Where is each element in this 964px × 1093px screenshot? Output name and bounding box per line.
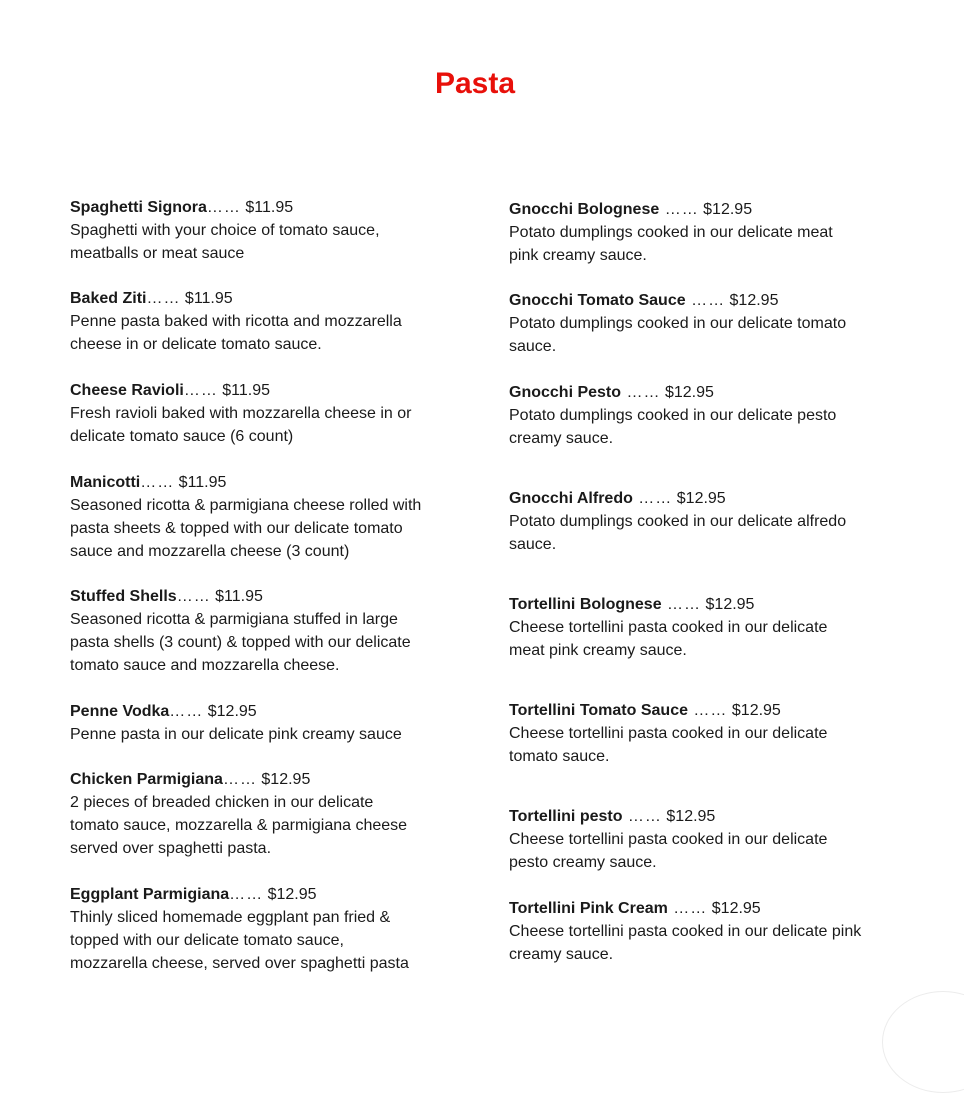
menu-item-description-line: Cheese tortellini pasta cooked in our delicate xyxy=(509,831,828,848)
menu-item-name: Gnocchi Alfredo xyxy=(509,490,633,507)
menu-item-description-line: pink creamy sauce. xyxy=(509,247,647,264)
menu-item-description-line: sauce. xyxy=(509,338,557,355)
menu-item-header xyxy=(509,593,929,616)
menu-item-leader-dots: …… xyxy=(183,382,218,399)
menu-item xyxy=(70,768,480,860)
menu-item xyxy=(70,585,480,677)
menu-item xyxy=(509,897,929,966)
menu-item-leader-dots: …… xyxy=(229,886,264,903)
menu-item xyxy=(509,289,929,358)
menu-item xyxy=(509,198,929,267)
menu-item-leader-dots: …… xyxy=(622,808,662,825)
menu-item-description-line: creamy sauce. xyxy=(509,946,614,963)
menu-item-description-line: pasta shells (3 count) & topped with our delicate xyxy=(70,634,411,651)
menu-item-price: $12.95 xyxy=(676,490,726,507)
menu-item xyxy=(70,700,480,746)
menu-item-leader-dots: …… xyxy=(206,199,241,216)
menu-item-description-line: served over spaghetti pasta. xyxy=(70,840,272,857)
menu-item-header xyxy=(509,198,929,221)
menu-item xyxy=(509,593,929,662)
menu-item-description-line: Thinly sliced homemade eggplant pan fried & xyxy=(70,909,391,926)
menu-item-header xyxy=(509,699,929,722)
menu-item-description-line: Potato dumplings cooked in our delicate alfredo xyxy=(509,513,847,530)
menu-item-description-line: meat pink creamy sauce. xyxy=(509,642,687,659)
menu-item-leader-dots: …… xyxy=(140,474,175,491)
menu-item-name: Tortellini Tomato Sauce xyxy=(509,702,688,719)
menu-item-description-line: mozzarella cheese, served over spaghetti pasta xyxy=(70,955,409,972)
page-title: Pasta xyxy=(434,67,516,100)
menu-item-description-line: delicate tomato sauce (6 count) xyxy=(70,428,294,445)
menu-item-leader-dots: …… xyxy=(169,703,204,720)
menu-item-description-line: Potato dumplings cooked in our delicate tomato xyxy=(509,315,847,332)
menu-item-name: Spaghetti Signora xyxy=(70,199,207,216)
menu-item-description-line: sauce. xyxy=(509,536,557,553)
menu-item-name: Tortellini pesto xyxy=(509,808,623,825)
menu-item-header xyxy=(70,287,480,310)
menu-item-name: Gnocchi Pesto xyxy=(509,384,622,401)
menu-item-description-line: Cheese tortellini pasta cooked in our delicate pink xyxy=(509,923,862,940)
menu-item-leader-dots: …… xyxy=(685,292,726,309)
menu-item-header xyxy=(509,897,929,920)
menu-item-header xyxy=(509,805,929,828)
menu-item-description-line: Penne pasta in our delicate pink creamy sauce xyxy=(70,726,402,743)
menu-item-name: Eggplant Parmigiana xyxy=(70,886,230,903)
menu-item-leader-dots: …… xyxy=(222,771,257,788)
menu-item xyxy=(70,287,480,356)
menu-item-description-line: cheese in or delicate tomato sauce. xyxy=(70,336,322,353)
menu-item-name: Manicotti xyxy=(70,474,141,491)
menu-item xyxy=(70,196,480,265)
menu-item-price: $12.95 xyxy=(666,808,716,825)
menu-item-description-line: Cheese tortellini pasta cooked in our delicate xyxy=(509,725,828,742)
menu-item-description-line: topped with our delicate tomato sauce, xyxy=(70,932,344,949)
menu-item-leader-dots: …… xyxy=(146,290,181,307)
menu-item-price: $12.95 xyxy=(711,900,761,917)
menu-item-description-line: Fresh ravioli baked with mozzarella cheese in or xyxy=(70,405,412,422)
menu-item-description-line: Cheese tortellini pasta cooked in our delicate xyxy=(509,619,828,636)
menu-item-description-line: tomato sauce, mozzarella & parmigiana cheese xyxy=(70,817,408,834)
menu-item-description-line: Spaghetti with your choice of tomato sauce, xyxy=(70,222,380,239)
menu-item-price: $12.95 xyxy=(261,771,311,788)
menu-item xyxy=(70,471,480,563)
menu-item-header xyxy=(509,381,929,404)
menu-item-leader-dots: …… xyxy=(661,596,702,613)
menu-item-name: Tortellini Pink Cream xyxy=(509,900,668,917)
menu-item-leader-dots: …… xyxy=(659,201,699,218)
menu-item-price: $12.95 xyxy=(731,702,781,719)
menu-item-name: Baked Ziti xyxy=(70,290,147,307)
menu-item-name: Tortellini Bolognese xyxy=(509,596,662,613)
menu-item-leader-dots: …… xyxy=(176,588,211,605)
menu-item-leader-dots: …… xyxy=(621,384,661,401)
menu-item-header xyxy=(70,883,480,906)
menu-item-price: $12.95 xyxy=(267,886,317,903)
menu-item-price: $11.95 xyxy=(245,199,294,216)
menu-item-header xyxy=(509,487,929,510)
menu-item-description-line: pasta sheets & topped with our delicate tomato xyxy=(70,520,403,537)
menu-item-header xyxy=(70,700,480,723)
menu-item-price: $12.95 xyxy=(703,201,753,218)
menu-item xyxy=(509,805,929,874)
menu-item-header xyxy=(509,289,929,312)
menu-item xyxy=(509,487,929,556)
menu-item-header xyxy=(70,768,480,791)
menu-item-name: Cheese Ravioli xyxy=(70,382,184,399)
menu-item xyxy=(70,379,480,448)
menu-item-description-line: creamy sauce. xyxy=(509,430,614,447)
menu-item-name: Stuffed Shells xyxy=(70,588,177,605)
menu-item-price: $12.95 xyxy=(664,384,714,401)
menu-item-header xyxy=(70,379,480,402)
menu-item-price: $12.95 xyxy=(705,596,755,613)
menu-item-leader-dots: …… xyxy=(667,900,708,917)
menu-item-description-line: meatballs or meat sauce xyxy=(70,245,245,262)
menu-item-description-line: tomato sauce. xyxy=(509,748,610,765)
menu-item-description-line: Penne pasta baked with ricotta and mozzarella xyxy=(70,313,402,330)
menu-item-description-line: Potato dumplings cooked in our delicate pesto xyxy=(509,407,837,424)
menu-item-header xyxy=(70,471,480,494)
menu-item xyxy=(509,699,929,768)
menu-item-leader-dots: …… xyxy=(632,490,673,507)
menu-item-leader-dots: …… xyxy=(687,702,728,719)
menu-item-name: Gnocchi Tomato Sauce xyxy=(509,292,686,309)
menu-item-price: $11.95 xyxy=(178,474,227,491)
menu-item-header xyxy=(70,585,480,608)
menu-item-header xyxy=(70,196,480,219)
menu-item-price: $11.95 xyxy=(215,588,263,605)
menu-item-name: Chicken Parmigiana xyxy=(70,771,223,788)
menu-item-price: $12.95 xyxy=(207,703,257,720)
decorative-arc xyxy=(882,991,964,1093)
menu-item-price: $12.95 xyxy=(729,292,779,309)
menu-item-description-line: 2 pieces of breaded chicken in our delicate xyxy=(70,794,374,811)
menu-item xyxy=(70,883,480,975)
menu-item-name: Penne Vodka xyxy=(70,703,170,720)
menu-item-price: $11.95 xyxy=(184,290,233,307)
menu-item-description-line: Seasoned ricotta & parmigiana stuffed in large xyxy=(70,611,398,628)
menu-item-description-line: pesto creamy sauce. xyxy=(509,854,657,871)
menu-item xyxy=(509,381,929,450)
menu-item-description-line: tomato sauce and mozzarella cheese. xyxy=(70,657,340,674)
menu-item-price: $11.95 xyxy=(222,382,271,399)
menu-item-name: Gnocchi Bolognese xyxy=(509,201,660,218)
menu-item-description-line: Seasoned ricotta & parmigiana cheese rolled with xyxy=(70,497,422,514)
menu-item-description-line: Potato dumplings cooked in our delicate meat xyxy=(509,224,833,241)
menu-item-description-line: sauce and mozzarella cheese (3 count) xyxy=(70,543,350,560)
